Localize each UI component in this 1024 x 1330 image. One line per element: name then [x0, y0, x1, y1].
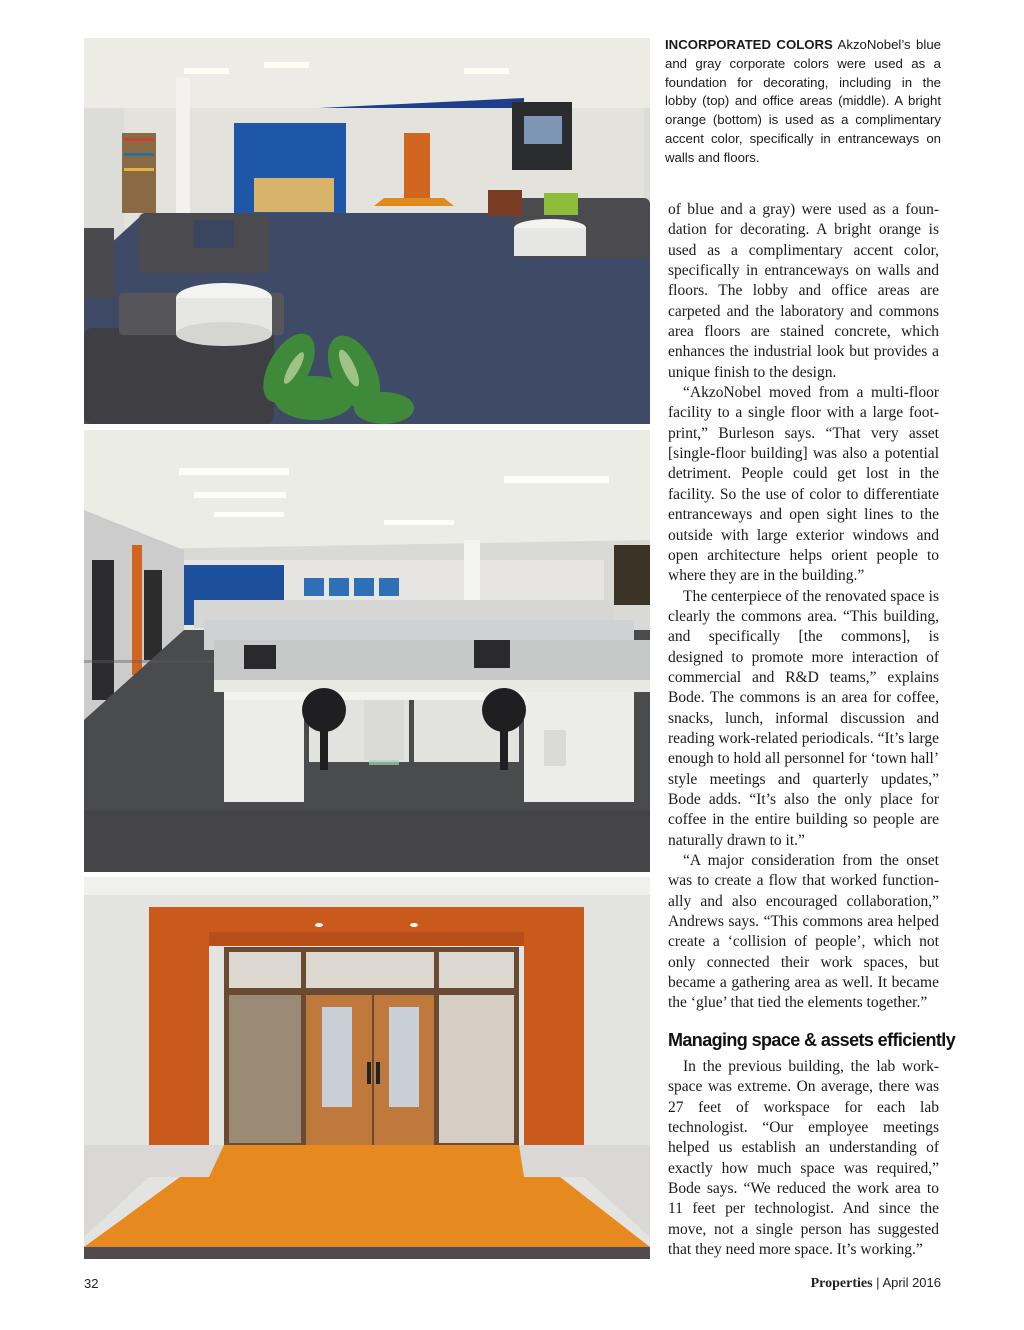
- entrance-photo: [84, 877, 650, 1259]
- publication-name: Properties: [810, 1276, 873, 1291]
- issue-date: April 2016: [882, 1275, 941, 1290]
- footer-separator: |: [872, 1275, 883, 1290]
- paragraph: The centerpiece of the renovated space is clearly the commons area. “This building, and specifically [the commons], is designed to promote more interaction of commercial and R&D teams,” explains Bode. The commons is an area for coffee, snacks, lunch, informal discussion and reading work-related periodicals. “It’s large enough to hold all personnel for ‘town hall’ style meetings and quarterly updates,” Bode adds. “It’s also the only place for coffee in the entire building so people are naturally drawn to it.”: [668, 587, 939, 849]
- caption-text: AkzoNobel’s blue and gray corporate colors were used as a foundation for decorating, including in the lobby (top) and office areas (middle). A bright orange (bottom) is used as a complimentary accent color, specifically in entranceways on walls and floors.: [665, 37, 941, 165]
- paragraph: “A major consideration from the onset was to create a flow that worked functionally and also encouraged collaboration,” Andrews says. “This commons area helped create a ‘collision of people’, which not only connected their work spaces, but became a gathering area as well. It became the ‘glue’ that tied the elements together.”: [668, 852, 939, 1012]
- section-heading: Managing space & assets efficiently: [668, 1030, 956, 1050]
- caption-lead: INCORPORATED COLORS: [665, 37, 833, 52]
- paragraph: In the previous building, the lab workspace was extreme. On average, there was 27 feet of workspace for each lab technologist. “Our employee meetings helped us establish an understanding of exactly how much space was required,” Bode says. “We reduced the work area to 11 feet per technologist. And since the move, not a single person has suggested that they need more space. It’s working.”: [668, 1058, 939, 1259]
- lobby-photo: [84, 38, 650, 424]
- footer-publication-line: [811, 1275, 941, 1292]
- paragraph: of blue and a gray) were used as a foundation for decorating. A bright orange is used as a complimentary accent color, specifically in entranceways on walls and floors. The lobby and office areas are carpeted and the laboratory and commons area floors are stained concrete, which enhances the industrial look but provides a unique finish to the design.: [668, 201, 939, 381]
- photo-caption: [665, 36, 941, 168]
- article-body-top: [668, 200, 939, 1014]
- office-photo: [84, 430, 650, 872]
- page-number: 32: [84, 1276, 99, 1291]
- article-body-bottom: [668, 1057, 939, 1260]
- paragraph: “AkzoNobel moved from a multi-floor facility to a single floor with a large footprint,” Burleson says. “That very asset [single-floor building] was also a potential detriment. People could get lost in the facility. So the use of color to differentiate entranceways and open sight lines to the outside with large exterior windows and open architecture helps orient people to where they are in the building.”: [668, 384, 939, 585]
